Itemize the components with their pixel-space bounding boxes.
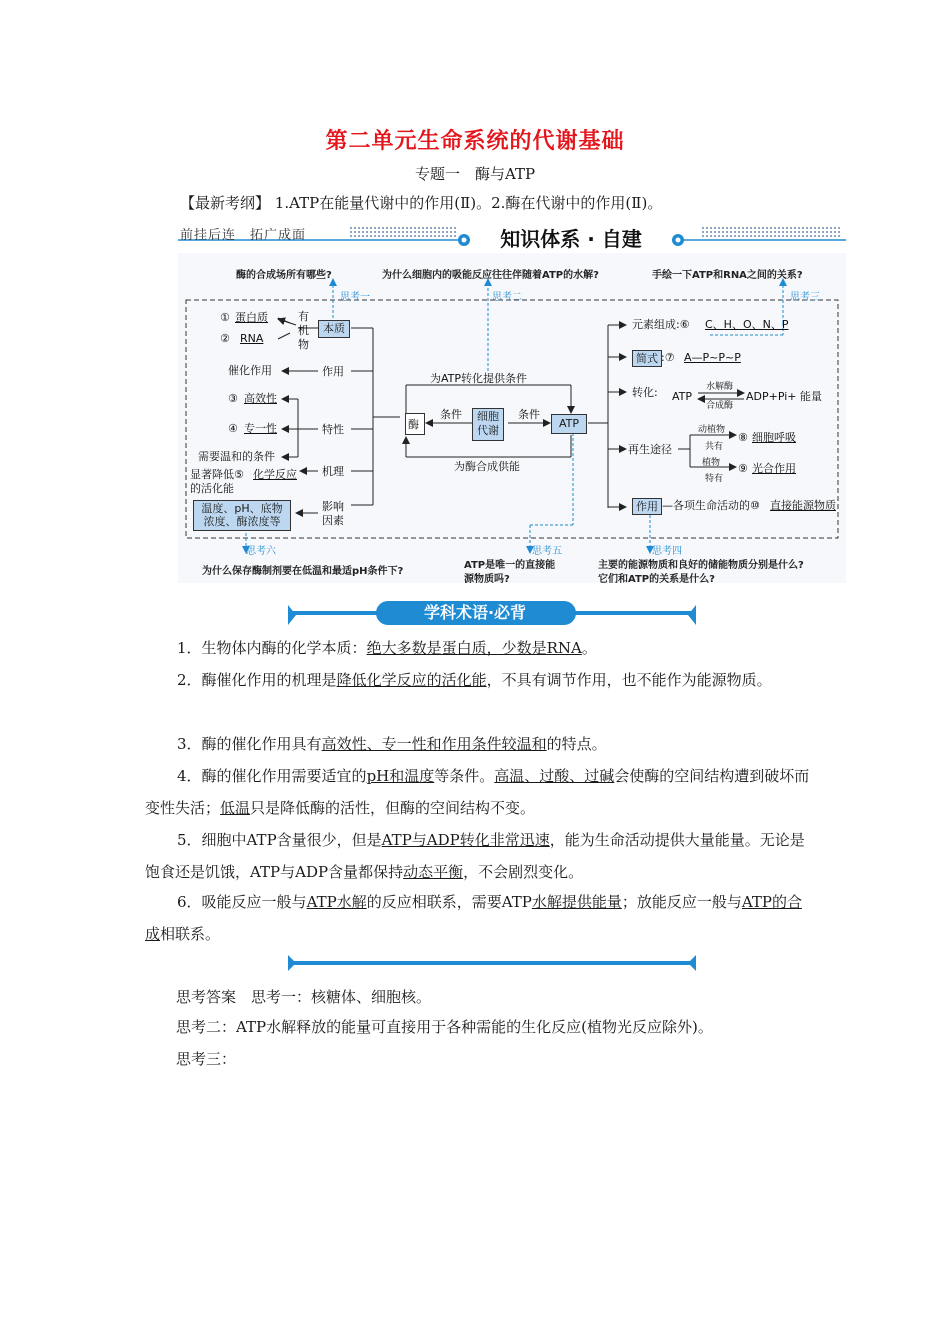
- node-2-num: ②: [220, 332, 230, 345]
- panel-header-title: 知识体系 · 自建: [500, 227, 642, 251]
- term-4-key-b: 高温、过酸、过碱: [494, 767, 615, 785]
- term-2-text-b: ，不具有调节作用，也不能作为能源物质。: [486, 671, 772, 689]
- node-adp: ADP+Pi+ 能量: [746, 390, 823, 403]
- term-4-num: 4．: [177, 767, 202, 785]
- term-4-text-c: 会使酶的空间结构遭到破坏而变性失活；: [145, 767, 810, 817]
- term-5-num: 5．: [177, 831, 202, 849]
- term-3-num: 3．: [177, 735, 202, 753]
- term-3-text-b: 的特点。: [546, 735, 607, 753]
- answer-think-1: 思考答案 思考一：核糖体、细胞核。: [176, 988, 432, 1006]
- node-1-protein: 蛋白质: [235, 311, 268, 324]
- question-4a: 主要的能源物质和良好的储能物质分别是什么?: [598, 560, 804, 571]
- node-8-num: ⑧: [738, 431, 748, 444]
- node-influence-1: 影响: [322, 500, 344, 513]
- term-4-key-a: pH和温度: [366, 767, 435, 785]
- node-10-direct-energy: 直接能源物质: [770, 499, 836, 512]
- term-5: [145, 824, 815, 888]
- node-essence: 本质: [318, 320, 350, 338]
- terms-banner-title: 学科术语·必背: [423, 603, 527, 622]
- term-3-text-a: 酶的催化作用具有: [201, 735, 322, 753]
- node-catalysis: 催化作用: [228, 364, 272, 377]
- term-3-key: 高效性、专一性和作用条件较温和: [321, 735, 547, 753]
- node-conversion: 转化:: [632, 386, 658, 399]
- terms-bottom-bar: [288, 955, 696, 971]
- term-2-text-a: 酶催化作用的机理是: [201, 671, 337, 689]
- topic-subtitle: 专题一 酶与ATP: [414, 165, 536, 183]
- node-function: 作用: [322, 365, 344, 378]
- term-6-key-c: ATP的合成: [145, 893, 802, 943]
- term-6: [145, 886, 815, 950]
- node-mild-condition: 需要温和的条件: [198, 450, 275, 463]
- term-1-text-b: 。: [581, 639, 597, 657]
- term-6-text-d: 相联系。: [160, 925, 221, 943]
- term-4-text-a: 酶的催化作用需要适宜的: [201, 767, 367, 785]
- term-1: [145, 632, 815, 664]
- label-synthase: 合成酶: [706, 401, 734, 411]
- exam-outline-label: 【最新考纲】: [180, 194, 271, 212]
- node-3-efficiency: 高效性: [244, 392, 277, 405]
- term-5-text-b: ，能为生命活动提供大量能量。无论是饱食还是饥饿，ATP与ADP含量都保持: [145, 831, 805, 881]
- node-factors-b: 浓度、酶浓度等: [203, 515, 281, 528]
- node-cell-metabolism: [472, 408, 504, 441]
- panel-header-tagline: 前挂后连 拓广成面: [180, 228, 307, 243]
- node-8-respiration: 细胞呼吸: [752, 431, 796, 444]
- label-hydrolase: 水解酶: [706, 382, 734, 392]
- node-cell-2: 代谢: [477, 424, 499, 437]
- answer-think-2: 思考二：ATP水解释放的能量可直接用于各种需能的生化反应(植物光反应除外)。: [176, 1018, 713, 1036]
- term-6-num: 6．: [177, 893, 202, 911]
- think-1-label: 思考一: [340, 292, 370, 303]
- term-1-key: 绝大多数是蛋白质，少数是RNA: [366, 639, 582, 657]
- exam-outline-text: 1.ATP在能量代谢中的作用(Ⅱ)。2.酶在代谢中的作用(Ⅱ)。: [274, 194, 663, 212]
- label-top-arrow: 为ATP转化提供条件: [430, 372, 528, 385]
- node-1-num: ①: [220, 311, 230, 324]
- node-9-num: ⑨: [738, 462, 748, 475]
- question-4b: 它们和ATP的关系是什么?: [598, 574, 715, 585]
- term-4-text-b: 等条件。: [434, 767, 495, 785]
- node-property: 特性: [322, 423, 344, 436]
- term-1-text-a: 生物体内酶的化学本质：: [201, 639, 367, 657]
- node-factors-box: [193, 500, 291, 531]
- think-2-label: 思考二: [492, 292, 522, 303]
- node-4-num: ④: [228, 422, 238, 435]
- label-condition-left: 条件: [440, 408, 462, 421]
- label-condition-right: 条件: [518, 408, 540, 421]
- question-6: 为什么保存酶制剂要在低温和最适pH条件下?: [202, 566, 404, 577]
- node-3-num: ③: [228, 392, 238, 405]
- node-7-num: :⑦: [661, 351, 675, 364]
- node-mechanism: 机理: [322, 465, 344, 478]
- unit-title: 第二单元生命系统的代谢基础: [325, 128, 625, 154]
- question-1: 酶的合成场所有哪些?: [236, 270, 332, 281]
- node-regeneration: 再生途径: [628, 443, 672, 456]
- think-6-label: 思考六: [246, 546, 276, 557]
- node-organic-2: 机: [298, 324, 309, 337]
- node-role: 作用: [632, 498, 662, 515]
- term-1-num: 1．: [177, 639, 202, 657]
- term-4-key-c: 低温: [220, 799, 251, 817]
- node-role-text: —各项生命活动的⑩: [662, 499, 760, 512]
- question-2: 为什么细胞内的吸能反应往往伴随着ATP的水解?: [382, 270, 599, 281]
- think-5-label: 思考五: [532, 546, 562, 557]
- label-plants: 植物: [702, 458, 721, 468]
- label-bottom-arrow: 为酶合成供能: [454, 460, 520, 473]
- think-3-label: 思考三: [790, 292, 820, 303]
- label-shared: 共有: [705, 442, 724, 452]
- node-organic-3: 物: [298, 338, 309, 351]
- node-conversion-atp: ATP: [672, 390, 693, 403]
- node-5-chem: 化学反应: [253, 468, 297, 481]
- node-factors-a: 温度、pH、底物: [201, 502, 283, 515]
- term-3: [145, 728, 815, 760]
- term-5-key-a: ATP与ADP转化非常迅速: [381, 831, 550, 849]
- term-6-text-c: ；放能反应一般与: [621, 893, 742, 911]
- node-7-formula: A—P~P~P: [684, 351, 741, 364]
- term-6-text-a: 吸能反应一般与: [201, 893, 307, 911]
- node-organic-1: 有: [298, 310, 309, 323]
- node-formula: 简式: [632, 350, 662, 367]
- node-9-photosynthesis: 光合作用: [752, 462, 796, 475]
- term-5-text-a: 细胞中ATP含量很少，但是: [201, 831, 382, 849]
- node-lower-2: 的活化能: [190, 482, 234, 495]
- think-4-label: 思考四: [652, 546, 682, 557]
- question-5a: ATP是唯一的直接能: [464, 560, 556, 571]
- label-unique: 特有: [705, 474, 724, 484]
- term-5-text-c: ，不会剧烈变化。: [463, 863, 584, 881]
- node-enzyme-label: 酶: [408, 418, 419, 431]
- term-6-key-b: 水解提供能量: [531, 893, 622, 911]
- node-atp-center: ATP: [551, 414, 587, 434]
- term-4: [145, 760, 815, 824]
- exam-outline: [180, 192, 662, 213]
- node-6-elements: C、H、O、N、P: [705, 318, 789, 331]
- node-lower-1: 显著降低⑤: [190, 468, 244, 481]
- term-6-key-a: ATP水解: [306, 893, 367, 911]
- question-5b: 源物质吗?: [464, 574, 510, 585]
- term-4-text-d: 只是降低酶的活性，但酶的空间结构不变。: [250, 799, 536, 817]
- node-4-specificity: 专一性: [244, 422, 277, 435]
- term-2: [145, 664, 815, 696]
- question-3: 手绘一下ATP和RNA之间的关系?: [652, 270, 803, 281]
- answer-think-3: 思考三：: [176, 1050, 237, 1068]
- label-animals-plants: 动植物: [698, 425, 726, 435]
- term-6-text-b: 的反应相联系，需要ATP: [366, 893, 532, 911]
- node-influence-2: 因素: [322, 514, 344, 527]
- term-2-key: 降低化学反应的活化能: [336, 671, 487, 689]
- term-2-num: 2．: [177, 671, 202, 689]
- node-elements: 元素组成:⑥: [632, 318, 690, 331]
- node-cell-1: 细胞: [477, 410, 499, 423]
- node-2-rna: RNA: [240, 332, 264, 345]
- term-5-key-b: 动态平衡: [403, 863, 464, 881]
